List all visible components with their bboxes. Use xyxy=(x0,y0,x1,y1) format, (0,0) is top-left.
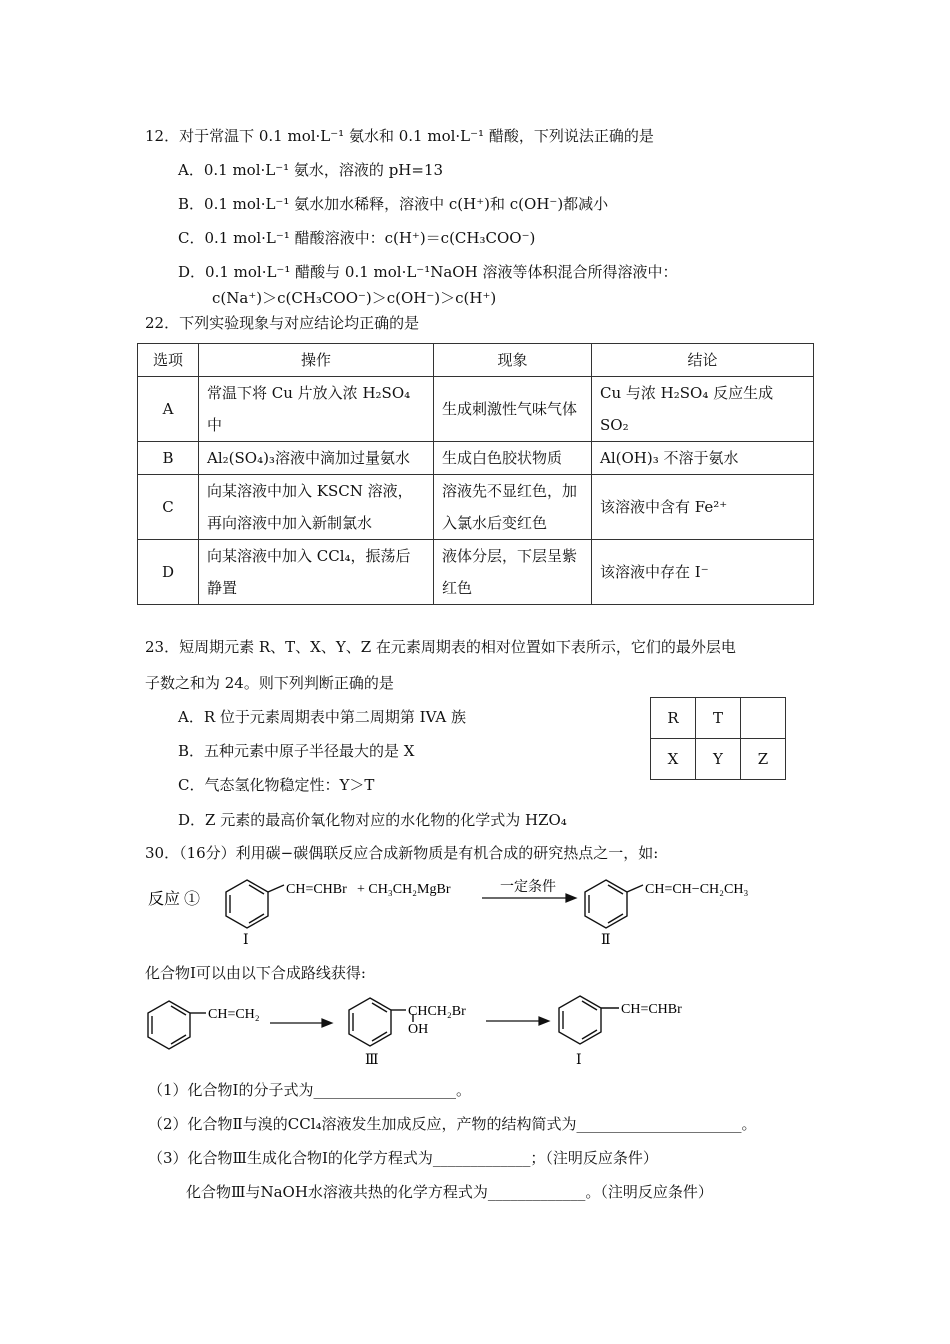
q12-option-d-line2: c(Na⁺)＞c(CH₃COO⁻)＞c(OH⁻)＞c(H⁺) xyxy=(212,289,497,307)
element-z: Z xyxy=(741,739,786,780)
row-conclusion: Cu 与浓 H₂SO₄ 反应生成 SO₂ xyxy=(592,377,814,442)
q12-option-d: D．0.1 mol·L⁻¹ 醋酸与 0.1 mol·L⁻¹NaOH 溶液等体积混合所得溶液中： xyxy=(178,263,678,281)
benzene-ring-icon xyxy=(559,996,619,1044)
row-phenomenon: 液体分层，下层呈紫红色 xyxy=(434,540,592,605)
product-group: CH=CH−CH₂CH₃ xyxy=(645,882,749,897)
q22-stem: 22．下列实验现象与对应结论均正确的是 xyxy=(145,314,420,332)
row-option: B xyxy=(138,442,199,475)
row-operation: Al₂(SO₄)₃溶液中滴加过量氨水 xyxy=(199,442,434,475)
arrow-icon xyxy=(486,1017,549,1025)
reaction-condition: 一定条件 xyxy=(500,880,556,895)
label-i: Ⅰ xyxy=(243,933,249,948)
arrow-icon xyxy=(482,894,576,902)
element-r: R xyxy=(651,698,696,739)
q23-option-d: D．Z 元素的最高价氧化物对应的水化物的化学式为 HZO₄ xyxy=(178,811,567,829)
row-conclusion: Al(OH)₃ 不溶于氨水 xyxy=(592,442,814,475)
row-option: D xyxy=(138,540,199,605)
styrene-group: CH=CH₂ xyxy=(208,1007,260,1022)
label-ii: Ⅱ xyxy=(601,933,611,948)
row-conclusion: 该溶液中含有 Fe²⁺ xyxy=(592,475,814,540)
reactant-group: CH=CHBr xyxy=(286,882,347,897)
row-operation: 向某溶液中加入 CCl₄，振荡后静置 xyxy=(199,540,434,605)
header-operation: 操作 xyxy=(199,344,434,377)
q12-option-a: A．0.1 mol·L⁻¹ 氨水，溶液的 pH=13 xyxy=(178,161,444,179)
compound-i-group: CH=CHBr xyxy=(621,1002,682,1017)
arrow-icon xyxy=(270,1019,332,1027)
header-conclusion: 结论 xyxy=(592,344,814,377)
reagent: + CH₃CH₂MgBr xyxy=(357,882,451,897)
element-t: T xyxy=(696,698,741,739)
q30-route-intro: 化合物Ⅰ可以由以下合成路线获得: xyxy=(145,964,366,982)
element-y: Y xyxy=(696,739,741,780)
row-option: C xyxy=(138,475,199,540)
benzene-ring-icon xyxy=(148,1001,206,1049)
q23-option-b: B．五种元素中原子半径最大的是 X xyxy=(178,742,415,760)
q23-stem-line1: 23．短周期元素 R、T、X、Y、Z 在元素周期表的相对位置如下表所示，它们的最外层电 xyxy=(145,638,736,656)
benzene-ring-icon xyxy=(349,998,413,1046)
label-i-route: Ⅰ xyxy=(576,1053,582,1068)
header-phenomenon: 现象 xyxy=(434,344,592,377)
row-operation: 向某溶液中加入 KSCN 溶液，再向溶液中加入新制氯水 xyxy=(199,475,434,540)
q30-part-1: （1）化合物Ⅰ的分子式为___________________。 xyxy=(148,1081,471,1099)
row-phenomenon: 生成白色胶状物质 xyxy=(434,442,592,475)
benzene-ring-icon xyxy=(585,880,643,928)
benzene-ring-icon xyxy=(226,880,284,928)
q12-option-b: B．0.1 mol·L⁻¹ 氨水加水稀释，溶液中 c(H⁺)和 c(OH⁻)都减小 xyxy=(178,195,609,213)
row-phenomenon: 溶液先不显红色，加入氯水后变红色 xyxy=(434,475,592,540)
element-x: X xyxy=(651,739,696,780)
q12-option-c: C．0.1 mol·L⁻¹ 醋酸溶液中：c(H⁺)＝c(CH₃COO⁻) xyxy=(178,229,536,247)
row-phenomenon: 生成刺激性气味气体 xyxy=(434,377,592,442)
intermediate-iii-oh: OH xyxy=(408,1022,429,1037)
q12-stem: 12．对于常温下 0.1 mol·L⁻¹ 氨水和 0.1 mol·L⁻¹ 醋酸，下列说法正确的是 xyxy=(145,127,654,145)
q23-option-c: C．气态氢化物稳定性：Y＞T xyxy=(178,776,375,794)
q30-part-3b: 化合物Ⅲ与NaOH水溶液共热的化学方程式为_____________。（注明反应条件） xyxy=(186,1183,713,1201)
row-option: A xyxy=(138,377,199,442)
q30-part-3: （3）化合物Ⅲ生成化合物Ⅰ的化学方程式为_____________；（注明反应条件） xyxy=(148,1149,658,1167)
label-iii: Ⅲ xyxy=(365,1053,379,1068)
q30-stem: 30．（16分）利用碳−碳偶联反应合成新物质是有机合成的研究热点之一，如: xyxy=(145,844,659,862)
intermediate-iii-group: CHCH₂Br xyxy=(408,1004,466,1019)
q23-stem-line2: 子数之和为 24。则下列判断正确的是 xyxy=(145,674,394,692)
q30-part-2: （2）化合物Ⅱ与溴的CCl₄溶液发生加成反应，产物的结构简式为______________________。 xyxy=(148,1115,757,1133)
row-conclusion: 该溶液中存在 I⁻ xyxy=(592,540,814,605)
reaction-label: 反应 ① xyxy=(148,891,201,908)
q23-option-a: A．R 位于元素周期表中第二周期第 IVA 族 xyxy=(178,708,467,726)
header-option: 选项 xyxy=(138,344,199,377)
row-operation: 常温下将 Cu 片放入浓 H₂SO₄ 中 xyxy=(199,377,434,442)
